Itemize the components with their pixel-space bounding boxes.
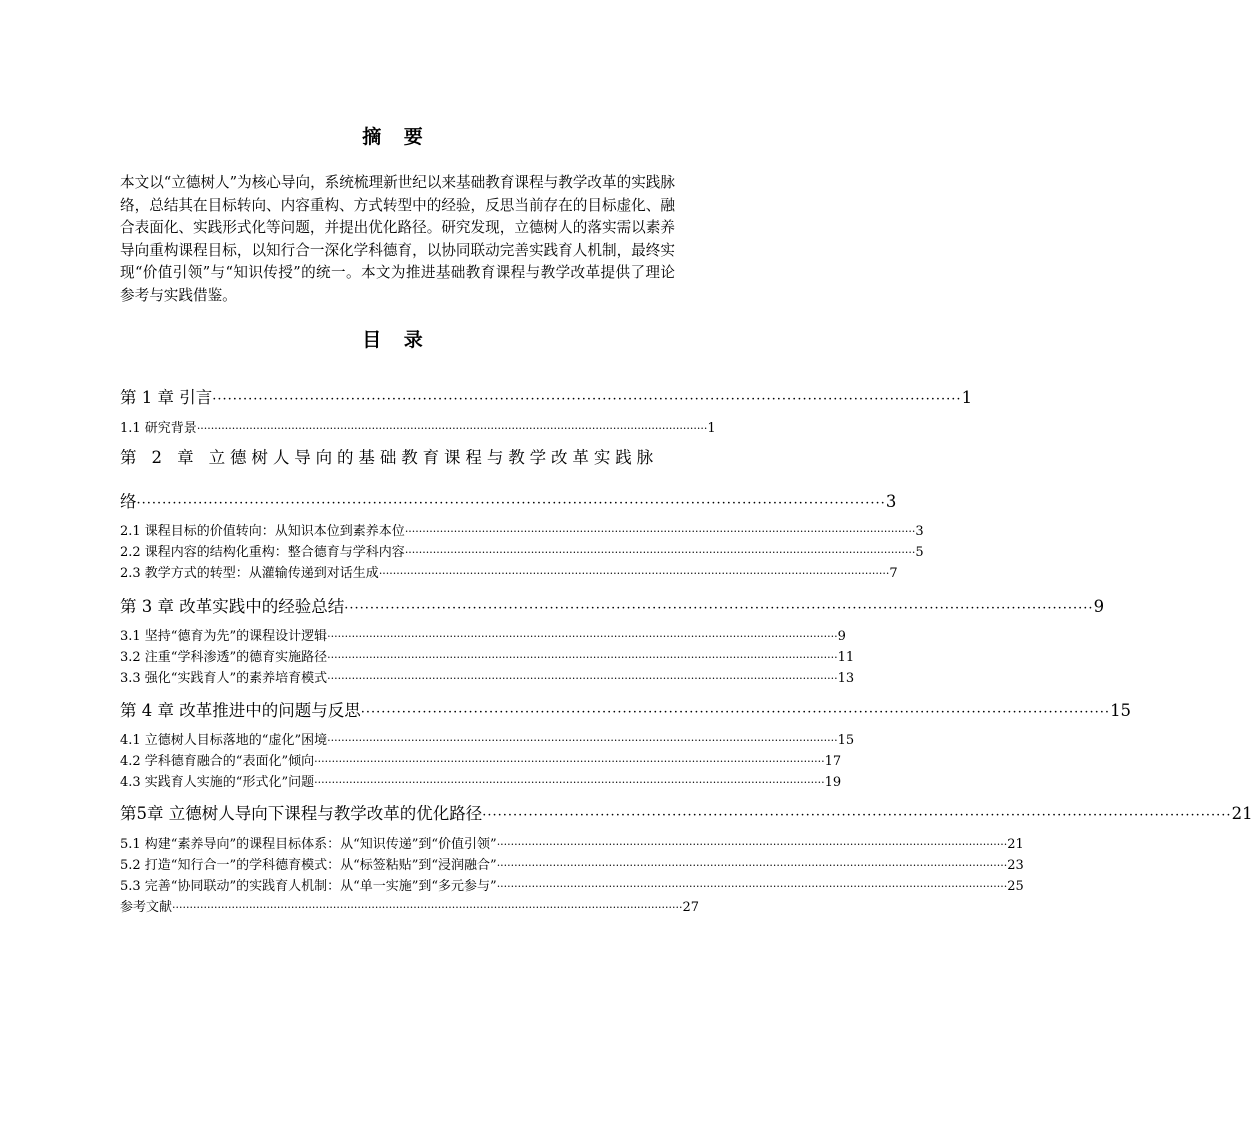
toc-entry-label: 5.2 打造“知行合一”的学科德育模式：从“标签粘贴”到“浸润融合” [120, 858, 497, 873]
toc-page-number: 23 [1007, 858, 1024, 873]
toc-entry-label: 2.1 课程目标的价值转向：从知识本位到素养本位 [120, 524, 405, 539]
toc-entry-label: 络 [120, 492, 137, 511]
toc-leader: ·················································································································································· [404, 525, 916, 538]
toc-page-number: 17 [824, 754, 842, 769]
toc-entry-label: 3.1 坚持“德育为先”的课程设计逻辑 [120, 629, 328, 644]
toc-page-number: 1 [961, 388, 973, 407]
toc-page-number: 21 [1007, 837, 1024, 852]
toc-leader: ·················································································································································· [327, 734, 838, 747]
toc-entry-label: 5.3 完善“协同联动”的实践育人机制：从“单一实施”到“多元参与” [120, 879, 497, 894]
toc-page-number: 15 [837, 733, 855, 748]
toc-entry-5-1[interactable] [120, 833, 1024, 852]
toc-page-number: 27 [682, 900, 700, 915]
toc-page-number: 1 [707, 421, 716, 436]
toc-leader: ·················································································································································· [314, 755, 825, 768]
toc-entry-ch4[interactable] [120, 697, 1132, 721]
toc-entry-label: 4.1 立德树人目标落地的“虚化”困境 [120, 733, 328, 748]
toc-leader: ·················································································································································· [496, 880, 1008, 893]
toc-entry-3-3[interactable] [120, 667, 855, 686]
toc-entry-label: 1.1 研究背景 [120, 421, 197, 436]
toc-entry-label: 2.3 教学方式的转型：从灌输传递到对话生成 [120, 566, 379, 581]
toc-leader: ·················································································································································· [136, 496, 886, 511]
toc-entry-label: 4.2 学科德育融合的“表面化”倾向 [120, 754, 315, 769]
toc-entry-label: 2.2 课程内容的结构化重构：整合德育与学科内容 [120, 545, 405, 560]
toc-leader: ·················································································································································· [327, 630, 838, 643]
toc-entry-label: 第 3 章 改革实践中的经验总结 [120, 597, 345, 616]
toc-page-number: 3 [885, 492, 897, 511]
toc-page-number: 15 [1110, 701, 1132, 720]
toc-entry-ch5[interactable] [120, 800, 1253, 824]
toc-entry-label: 第5章 立德树人导向下课程与教学改革的优化路径 [120, 804, 483, 823]
toc-entry-label: 参考文献 [120, 900, 173, 915]
toc-entry-label: 4.3 实践育人实施的“形式化”问题 [120, 775, 315, 790]
toc-entry-label: 3.3 强化“实践育人”的素养培育模式 [120, 671, 328, 686]
toc-entry-3-2[interactable] [120, 646, 855, 665]
toc-page-number: 9 [837, 629, 846, 644]
toc-entry-3-1[interactable] [120, 625, 846, 644]
toc-entry-label: 5.1 构建“素养导向”的课程目标体系：从“知识传递”到“价值引领” [120, 837, 497, 852]
toc-leader: ·················································································································································· [327, 672, 838, 685]
toc-entry-ch1[interactable] [120, 384, 973, 408]
toc-page-number: 25 [1007, 879, 1024, 894]
toc-entry-ch2-line1[interactable]: 第 2 章 立德树人导向的基础教育课程与教学改革实践脉 [120, 448, 659, 467]
toc-title: 目 录 [362, 329, 431, 351]
toc-leader: ·················································································································································· [496, 859, 1008, 872]
toc-entry-4-1[interactable] [120, 729, 855, 748]
toc-entry-label: 第 1 章 引言 [120, 388, 213, 407]
toc-entry-5-2[interactable] [120, 854, 1024, 873]
toc-page-number: 7 [889, 566, 898, 581]
toc-leader: ·················································································································································· [378, 567, 890, 580]
toc-leader: ·················································································································································· [327, 651, 838, 664]
toc-entry-label: 3.2 注重“学科渗透”的德育实施路径 [120, 650, 328, 665]
toc-leader: ·················································································································································· [314, 776, 825, 789]
toc-page-number: 13 [837, 671, 855, 686]
toc-leader: ·················································································································································· [172, 901, 683, 914]
toc-entry-label: 第 4 章 改革推进中的问题与反思 [120, 701, 361, 720]
abstract-title: 摘 要 [362, 126, 431, 148]
toc-leader: ·················································································································································· [496, 838, 1008, 851]
toc-leader: ·················································································································································· [360, 705, 1111, 720]
toc-entry-ch2[interactable] [120, 488, 897, 512]
toc-entry-2-3[interactable] [120, 562, 898, 581]
toc-entry-1-1[interactable] [120, 417, 716, 436]
toc-page-number: 3 [915, 524, 924, 539]
toc-page-number: 21 [1231, 804, 1253, 823]
toc-page-number: 11 [837, 650, 855, 665]
toc-leader: ·················································································································································· [404, 546, 916, 559]
toc-entry-ch3[interactable] [120, 593, 1105, 617]
toc-entry-2-2[interactable] [120, 541, 924, 560]
toc-leader: ·················································································································································· [344, 601, 1094, 616]
toc-page-number: 5 [915, 545, 924, 560]
toc-entry-references[interactable] [120, 896, 700, 915]
toc-leader: ·················································································································································· [212, 392, 962, 407]
toc-entry-4-3[interactable] [120, 771, 842, 790]
toc-page-number: 9 [1093, 597, 1105, 616]
abstract-body: 本文以“立德树人”为核心导向，系统梳理新世纪以来基础教育课程与教学改革的实践脉络，总结其在目标转向、内容重构、方式转型中的经验，反思当前存在的目标虚化、融合表面化、实践形式化等问题，并提出优化路径。研究发现，立德树人的落实需以素养导向重构课程目标，以知行合一深化学科德育，以协同联动完善实践育人机制，最终实现“价值引领”与“知识传授”的统一。本文为推进基础教育课程与教学改革提供了理论参考与实践借鉴。 [120, 174, 675, 304]
toc-leader: ·················································································································································· [196, 422, 708, 435]
toc-leader: ·················································································································································· [482, 808, 1232, 823]
toc-entry-2-1[interactable] [120, 520, 924, 539]
toc-entry-4-2[interactable] [120, 750, 842, 769]
toc-entry-5-3[interactable] [120, 875, 1024, 894]
toc-page-number: 19 [824, 775, 842, 790]
